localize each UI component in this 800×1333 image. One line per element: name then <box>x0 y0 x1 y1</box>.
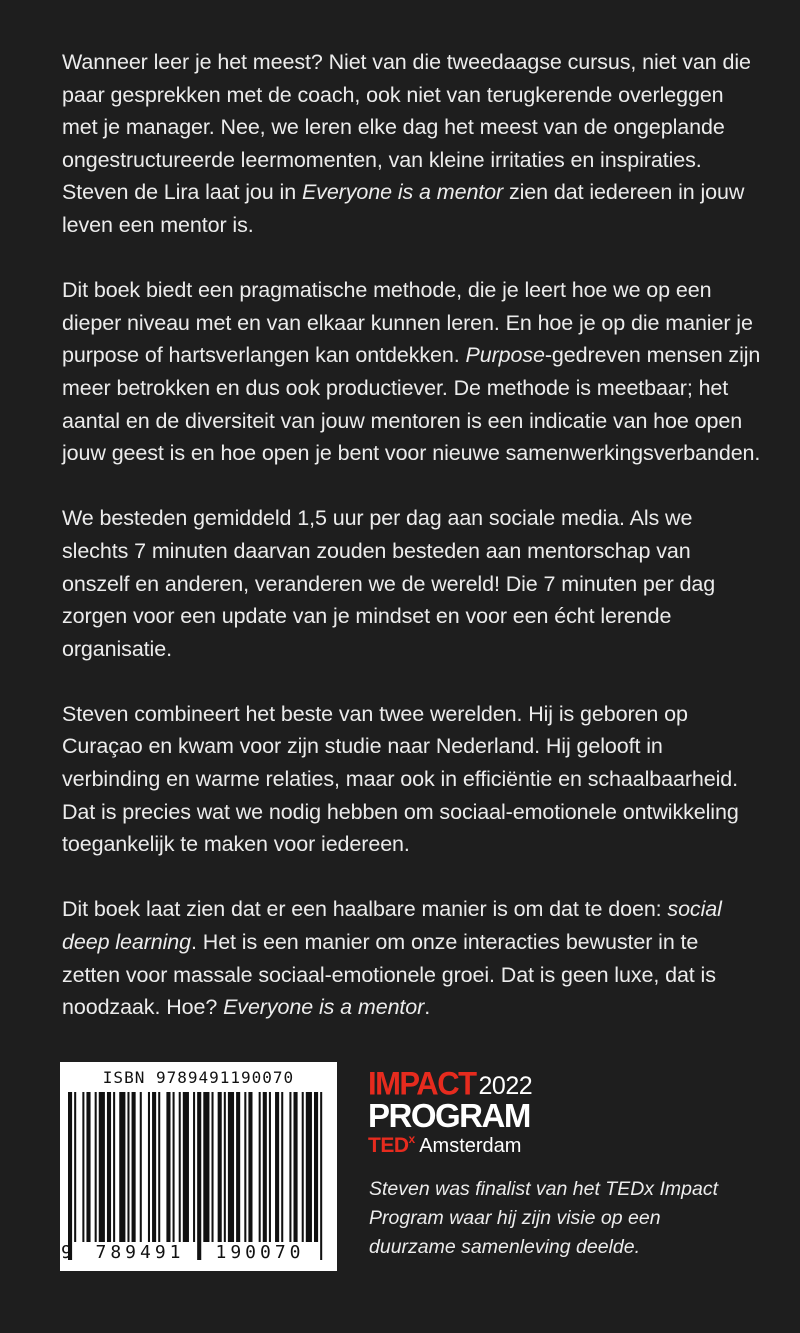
barcode-bar <box>269 1092 271 1242</box>
isbn-barcode <box>60 1062 337 1271</box>
logo-impact-text: IMPACT <box>368 1065 476 1102</box>
logo-ted-text: TED <box>368 1134 409 1157</box>
barcode-bar <box>113 1092 115 1242</box>
barcode-bar <box>259 1092 261 1242</box>
blurb-paragraph-1: Wanneer leer je het meest? Niet van die tweedaagse cursus, niet van die paar gesprekken met de coach, ook niet van terugkerende overleggen met je manager. Nee, we leren elke dag het meest van de ongeplande ongestructureerde leermomenten, van kleine irritaties en inspiraties. Steven de Lira laat jou in Everyone is a mentor zien dat iedereen in jouw leven een mentor is. <box>62 50 751 237</box>
social-deep-learning-emphasis: social deep learning <box>62 897 722 955</box>
barcode-bar <box>140 1092 142 1242</box>
barcode-digits-left: 789491 <box>84 1242 196 1263</box>
barcode-bar <box>166 1092 170 1242</box>
barcode-bar <box>132 1092 136 1242</box>
isbn-label: ISBN 9789491190070 <box>102 1068 295 1087</box>
barcode-bar <box>236 1092 240 1242</box>
barcode-bar <box>218 1092 222 1242</box>
barcode-bar <box>281 1092 283 1242</box>
barcode-bar <box>314 1092 318 1242</box>
barcode-bar <box>289 1092 291 1242</box>
barcode-bar <box>86 1092 90 1242</box>
barcode-bar <box>320 1092 322 1260</box>
blurb-text <box>62 46 762 1056</box>
barcode-digit-first: 9 <box>61 1242 72 1263</box>
purpose-emphasis: Purpose <box>465 343 545 368</box>
barcode-bar <box>179 1092 181 1242</box>
barcode-bar <box>173 1092 175 1242</box>
barcode-bar <box>107 1092 111 1242</box>
barcode-bar <box>158 1092 160 1242</box>
barcode-bar <box>248 1092 252 1242</box>
barcode-bar <box>203 1092 209 1242</box>
barcode-bar <box>74 1092 76 1242</box>
barcode-bar <box>244 1092 246 1242</box>
book-title-emphasis: Everyone is a mentor <box>301 180 504 205</box>
barcode-bar <box>275 1092 279 1242</box>
barcode-bar <box>183 1092 189 1242</box>
barcode-bar <box>263 1092 267 1242</box>
logo-city-text: Amsterdam <box>419 1135 522 1157</box>
barcode-bar <box>302 1092 304 1242</box>
barcode-bar <box>127 1092 129 1242</box>
barcode-bar <box>99 1092 105 1242</box>
barcode-bar <box>119 1092 125 1242</box>
tedx-caption: Steven was finalist van het TEDx Impact Program waar hij zijn visie op een duurzame samenleving deelde. <box>369 1178 718 1258</box>
blurb-paragraph-2: Dit boek biedt een pragmatische methode, die je leert hoe we op een dieper niveau met en van elkaar kunnen leren. En hoe je op die manier je purpose of hartsverlangen kan ontdekken. Purpose-gedreven mensen zijn meer betrokken en dus ook productiever. De methode is meetbaar; het aantal en de diversiteit van jouw mentoren is een indicatie van hoe open jouw geest is en hoe open je bent voor nieuwe samenwerkingsverbanden. <box>62 278 761 466</box>
blurb-paragraph-3: We besteden gemiddeld 1,5 uur per dag aan sociale media. Als we slechts 7 minuten daarvan zouden besteden aan mentorschap van onszelf en anderen, veranderen we de wereld! Die 7 minuten per dag zorgen voor een update van je mindset en voor een écht lerende organisatie. <box>62 506 716 661</box>
barcode-bar <box>294 1092 298 1242</box>
barcode-bar <box>82 1092 84 1242</box>
barcode-bar <box>228 1092 234 1242</box>
barcode-bar <box>193 1092 195 1260</box>
barcode-bar <box>212 1092 214 1242</box>
barcode-bars-icon <box>68 1092 329 1260</box>
blurb-paragraph-5: Dit boek laat zien dat er een haalbare manier is om dat te doen: social deep learning. Het is een manier om onze interacties bewuster in te zetten voor massale sociaal-emotionele groei. Dat is geen luxe, dat is noodzaak. Hoe? Everyone is a mentor. <box>62 897 722 1020</box>
barcode-bar <box>95 1092 97 1242</box>
barcode-bar <box>152 1092 156 1242</box>
book-title-emphasis: Everyone is a mentor <box>223 995 425 1020</box>
logo-x-text: x <box>408 1132 416 1146</box>
barcode-bar <box>197 1092 201 1260</box>
logo-year-text: 2022 <box>478 1072 533 1100</box>
barcode-digits-right: 190070 <box>204 1242 316 1263</box>
barcode-bar <box>68 1092 72 1260</box>
barcode-bar <box>306 1092 312 1242</box>
barcode-bar <box>148 1092 150 1242</box>
barcode-bar <box>224 1092 226 1242</box>
blurb-paragraph-4: Steven combineert het beste van twee werelden. Hij is geboren op Curaçao en kwam voor zijn studie naar Nederland. Hij gelooft in verbinding en warme relaties, maar ook in efficiëntie en schaalbaarheid. Dat is precies wat we nodig hebben om sociaal-emotionele ontwikkeling toegankelijk te maken voor iedereen. <box>62 701 739 857</box>
tedx-impact-program-logo <box>368 1066 532 1158</box>
logo-program-text: PROGRAM <box>368 1097 530 1134</box>
